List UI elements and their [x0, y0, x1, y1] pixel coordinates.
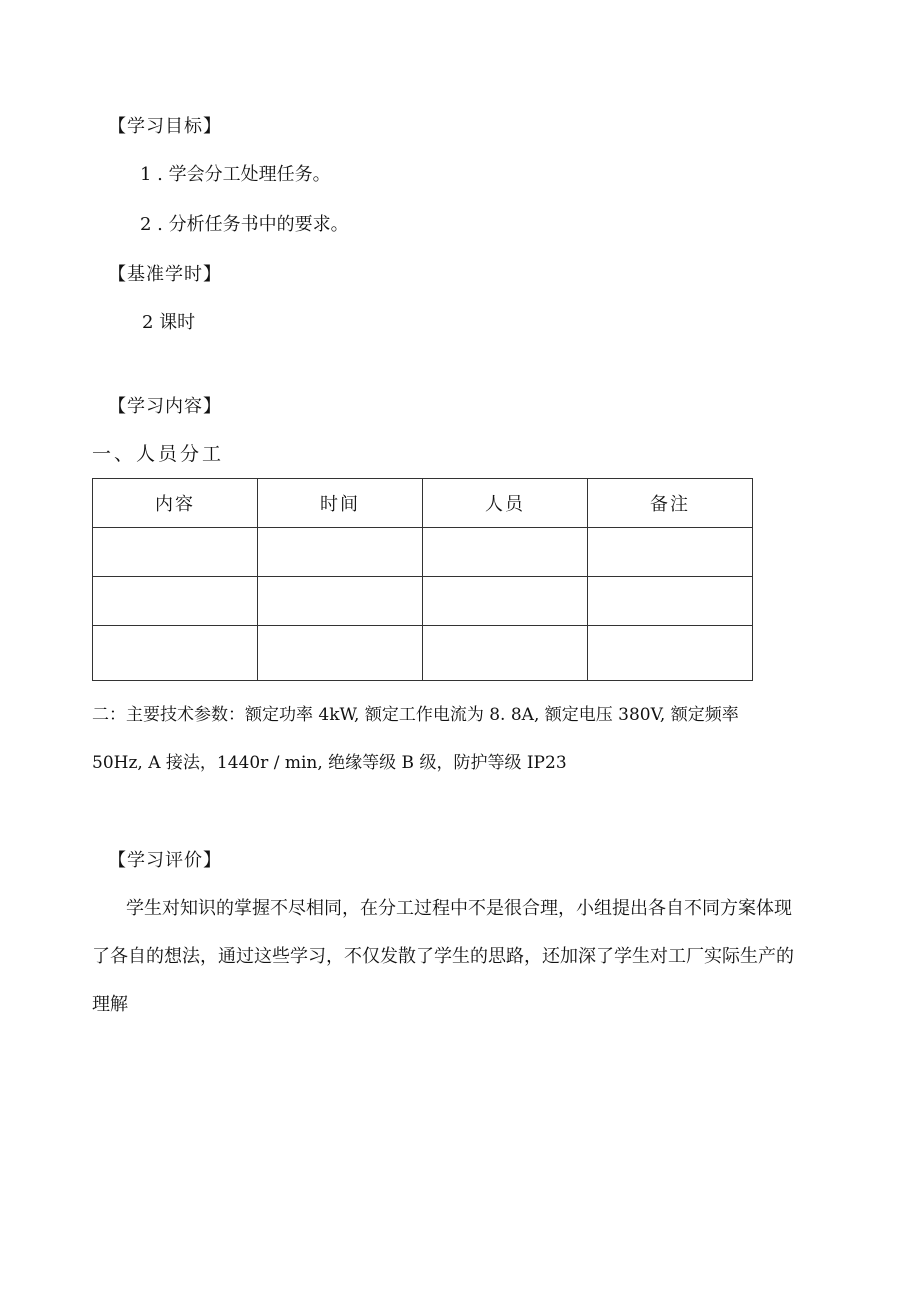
section-title-staffing: 一、人员分工 — [92, 443, 225, 465]
table-row — [93, 577, 753, 626]
table-cell — [93, 528, 258, 577]
column-header-staff: 人员 — [423, 479, 588, 528]
table-cell — [258, 577, 423, 626]
hours-heading: 【基准学时】 — [108, 264, 222, 285]
table-cell — [588, 626, 753, 681]
table-cell — [258, 626, 423, 681]
evaluation-heading: 【学习评价】 — [108, 850, 222, 871]
column-header-remarks: 备注 — [588, 479, 753, 528]
evaluation-text-line-2: 了各自的想法，通过这些学习，不仅发散了学生的思路，还加深了学生对工厂实际生产的 — [92, 946, 794, 967]
column-header-time: 时间 — [258, 479, 423, 528]
table-header-row — [93, 479, 753, 528]
objective-item-1: 1 . 学会分工处理任务。 — [140, 164, 331, 185]
objective-item-2: 2 . 分析任务书中的要求。 — [140, 214, 349, 235]
table-cell — [258, 528, 423, 577]
objectives-heading: 【学习目标】 — [108, 116, 222, 137]
technical-params-line-1: 二：主要技术参数：额定功率 4kW, 额定工作电流为 8. 8A, 额定电压 380V, 额定频率 — [92, 705, 739, 725]
staffing-table — [92, 478, 753, 681]
table-cell — [423, 577, 588, 626]
content-heading: 【学习内容】 — [108, 396, 222, 417]
table-cell — [93, 577, 258, 626]
table-cell — [423, 528, 588, 577]
table-cell — [588, 577, 753, 626]
table-row — [93, 626, 753, 681]
hours-value: 2 课时 — [142, 312, 196, 333]
evaluation-text-line-3: 理解 — [92, 994, 128, 1015]
table-cell — [588, 528, 753, 577]
table-cell — [423, 626, 588, 681]
column-header-content: 内容 — [93, 479, 258, 528]
table-row — [93, 528, 753, 577]
evaluation-text-line-1: 学生对知识的掌握不尽相同，在分工过程中不是很合理，小组提出各自不同方案体现 — [126, 898, 792, 919]
table-cell — [93, 626, 258, 681]
technical-params-line-2: 50Hz, A 接法，1440r / min, 绝缘等级 B 级，防护等级 IP23 — [92, 753, 567, 773]
